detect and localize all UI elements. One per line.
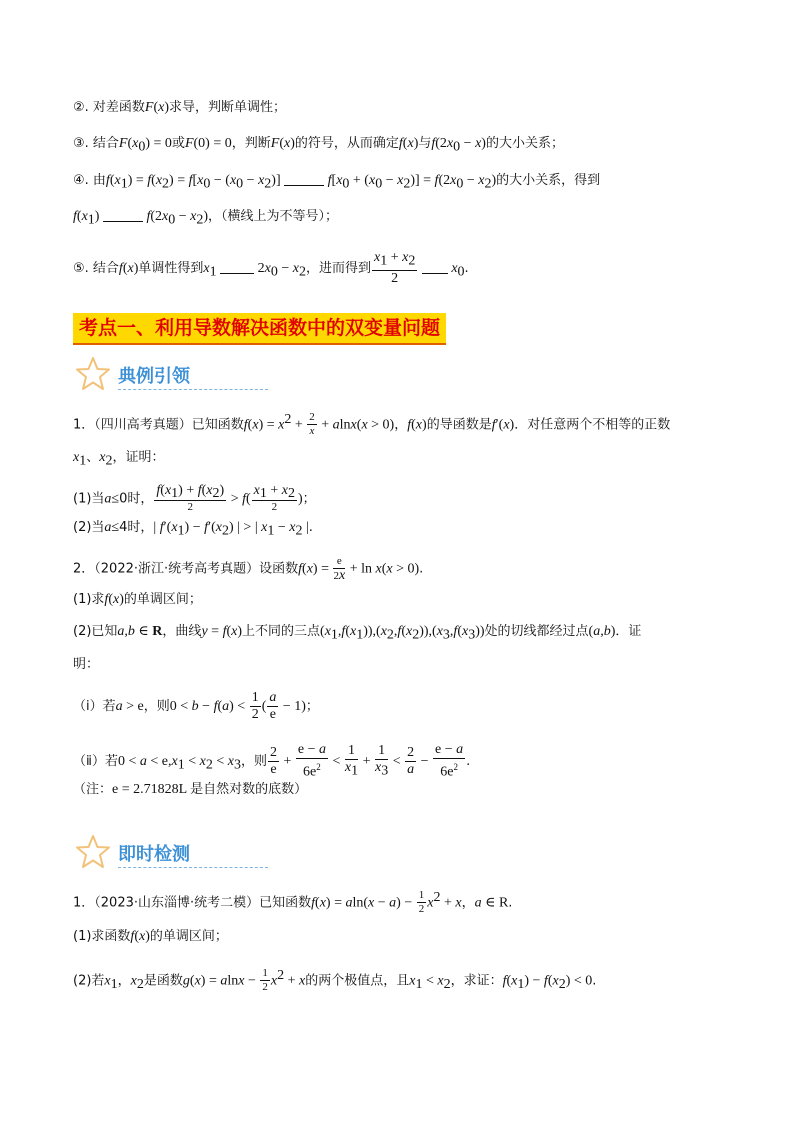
example-2-note: （注：e = 2.71828L 是自然对数的底数） — [73, 782, 308, 797]
star-icon — [75, 356, 111, 392]
example-1-q2: (2)当a≤4时，| $f'(x_1) - f'(x_2)$ | > | $x_1 - x_2$ |. — [73, 520, 313, 539]
example-2-part-i: （ⅰ）若a > e，则0 < b − f(a) < $\frac{1}{2}$ ( $\frac{a}{e}$ − 1)； — [73, 690, 319, 722]
practice-1-q2: (2)若$x_1$，$x_2$是函数g(x) = alnx − $\frac{1}{2}$ $x^2 + x$的两个极值点，且$x_1 < x_2$，求证：$f(x_1) - f(x_2) < 0$. — [73, 967, 597, 994]
practice-1-intro: 1．（2023·山东淄博·统考二模）已知函数f(x) = aln(x − a) − $\frac{1}{2}$ $x^2 + x$，a ∈ R. — [73, 889, 513, 916]
example-2-q2: (2)已知a,b ∈ R，曲线y = f(x)上不同的三点$(x_1,f(x_1)),(x_2,f(x_2)),(x_3,f(x_3))$处的切线都经过点(a,b)．证 — [73, 624, 642, 643]
document-page: ②. 对差函数F(x)求导，判断单调性； ③. 结合$F(x_0) = 0$或F(0) = 0，判断F(x)的符号，从而确定f(x)与$f(2x_0 - x)$的大小关系； ④. 由$f(x_1) = f(x_2) = f[x_0 - (x_0 - x_2)] f[x_0 + (x_0 - x_2)] = f(2x_0 - x_2)$的大小关系，得到 $f(x_1) f(2x_0 - x_2)$，（横线上为不等号）； ⑤. 结合f(x)单调性得到$x_1$ $2x_0 - x_2$，进而得到 $\frac{x_1 + x_2}{2}$ $x_0$. 考点一、利用导数解决函数中的双变量问题 典例引领 1．（四川高考真题）已知函数$f(x) = x^2$ + $\frac{2}{x}$ + alnx(x > 0)，f(x)的导函数是f′(x)．对任意两个不相等的正数 $x_1$、$x_2$，证明： (1)当a≤0时， $\frac{f(x_1) + f(x_2)}{2}$ > f( $\frac{x_1 + x_2}{2}$ )； (2)当a≤4时，| $f'(x_1) - f'(x_2)$ | > | $x_1 - x_2$ |. 2．（2022·浙江·统考高考真题）设函数f(x) = $\frac{e}{2x}$ + ln x(x > 0). (1)求f(x)的单调区间； (2)已知a,b ∈ R，曲线y = f(x)上不同的三点$(x_1,f(x_1)),(x_2,f(x_2)),(x_3,f(x_3))$处的切线都经过点(a,b)．证 明： （ⅰ）若a > e，则0 < b − f(a) < $\frac{1}{2}$ ( $\frac{a}{e}$ − 1)； （ⅱ）若$0 < a < e,x_1 < x_2 < x_3$，则 $\frac{2}{e}$ + $\frac{e - a}{6e^2}$ < $\frac{1}{x_1}$ + $\frac{1}{x_3}$ < $\frac{2}{a}$ − $\frac{e - a}{6e^2}$ . （注：e = 2.71828L 是自然对数的底数） 即时检测 1．（2023·山东淄博·统考二模）已知函数f(x) = aln(x − a) − $\frac{1}{2}$ $x^2 + x$，a ∈ R. (1)求函数f(x)的单调区间； (2)若$x_1$，$x_2$是函数g(x) = alnx − $\frac{1}{2}$ $x^2 + x$的两个极值点，且$x_1 < x_2$，求证：$f(x_1) - f(x_2) < 0$. — [73, 100, 671, 994]
example-2-intro: 2．（2022·浙江·统考高考真题）设函数f(x) = $\frac{e}{2x}$ + ln x(x > 0). — [73, 555, 424, 583]
example-2-q1: (1)求f(x)的单调区间； — [73, 592, 202, 607]
step-3: ③. 结合$F(x_0) = 0$或F(0) = 0，判断F(x)的符号，从而确定f(x)与$f(2x_0 - x)$的大小关系； — [73, 136, 564, 155]
heading-underline — [118, 867, 268, 868]
step-2: ②. 对差函数F(x)求导，判断单调性； — [73, 100, 287, 115]
step-5: ⑤. 结合f(x)单调性得到$x_1$ $2x_0 - x_2$，进而得到 $\frac{x_1 + x_2}{2}$ $x_0$. — [73, 250, 469, 286]
step-4-cont: $f(x_1) f(2x_0 - x_2)$，（横线上为不等号）； — [73, 209, 339, 228]
step-4: ④. 由$f(x_1) = f(x_2) = f[x_0 - (x_0 - x_2)] f[x_0 + (x_0 - x_2)] = f(2x_0 - x_2)$的大小关系，得到 — [73, 173, 601, 192]
answer-blank[interactable] — [422, 259, 448, 274]
example-2-part-ii: （ⅱ）若$0 < a < e,x_1 < x_2 < x_3$，则 $\frac{2}{e}$ + $\frac{e - a}{6e^2}$ < $\frac{1}{x_1}$ + $\frac{1}{x_3}$ < $\frac{2}{a}$ − $\frac{e - a}{6e^2}$ . — [73, 742, 471, 780]
example-1-intro: 1．（四川高考真题）已知函数$f(x) = x^2$ + $\frac{2}{x}$ + alnx(x > 0)，f(x)的导函数是f′(x)．对任意两个不相等的正数 — [73, 411, 671, 438]
answer-blank[interactable] — [103, 207, 143, 222]
star-icon — [75, 834, 111, 870]
answer-blank[interactable] — [220, 259, 254, 274]
example-2-q2-cont: 明： — [73, 657, 100, 672]
heading-underline — [118, 389, 268, 390]
answer-blank[interactable] — [284, 171, 324, 186]
example-1-q1: (1)当a≤0时， $\frac{f(x_1) + f(x_2)}{2}$ > f( $\frac{x_1 + x_2}{2}$ )； — [73, 483, 316, 514]
practice-1-q1: (1)求函数f(x)的单调区间； — [73, 929, 228, 944]
example-1-line2: $x_1$、$x_2$，证明： — [73, 450, 165, 469]
section-title-banner: 考点一、利用导数解决函数中的双变量问题 — [73, 313, 446, 345]
